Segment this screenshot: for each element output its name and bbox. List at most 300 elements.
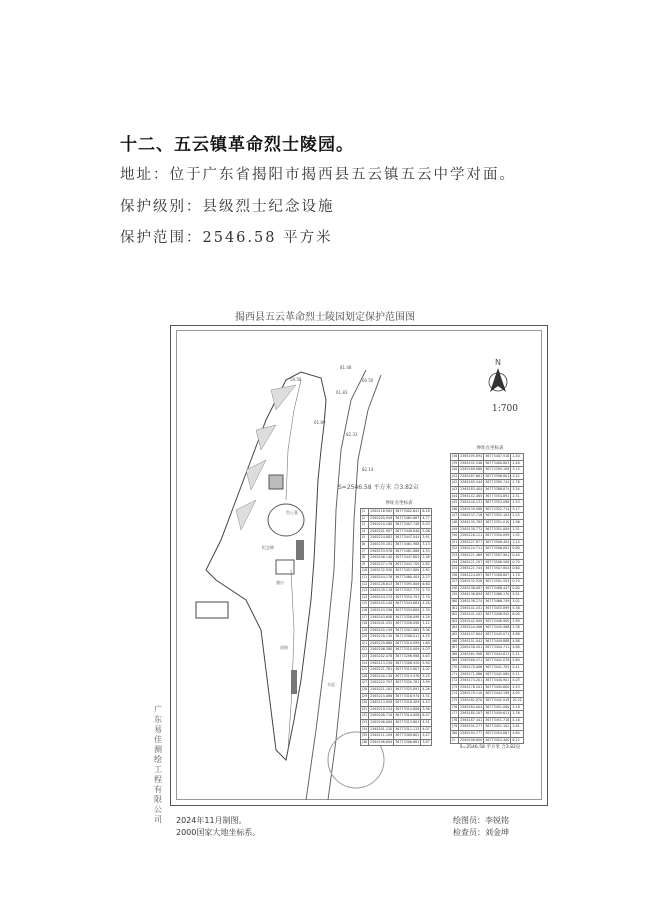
table-cell: J55 bbox=[451, 566, 459, 573]
table-cell: 2.70 bbox=[421, 594, 431, 601]
table-cell: 36773451.102 bbox=[484, 724, 511, 731]
table-cell: 2.40 bbox=[511, 460, 523, 467]
table-cell: J62 bbox=[451, 612, 459, 619]
table-cell: 2565241.532 bbox=[369, 621, 394, 628]
table-cell: 2.51 bbox=[511, 493, 523, 500]
coordinate-table-left bbox=[360, 500, 438, 746]
table-row bbox=[361, 726, 432, 733]
table-cell: 2565136.894 bbox=[459, 592, 484, 599]
table-cell: 5.47 bbox=[421, 733, 431, 740]
table-cell: 4.26 bbox=[421, 687, 431, 694]
table-row bbox=[361, 673, 432, 680]
table-cell: 36773310.099 bbox=[394, 640, 421, 647]
table-cell: 5.03 bbox=[421, 522, 431, 529]
map-scale: 1:700 bbox=[492, 404, 518, 414]
table-cell: 2565182.870 bbox=[459, 697, 484, 704]
table-cell: J36 bbox=[361, 739, 369, 746]
table-cell: 4.07 bbox=[421, 726, 431, 733]
footnote-coordinate-system: 2000国家大地坐标系。 bbox=[176, 828, 261, 837]
table-row bbox=[361, 660, 432, 667]
table-cell: 36773313.976 bbox=[394, 673, 421, 680]
table-cell: 36773308.011 bbox=[394, 634, 421, 641]
coordinate-table-left-grid bbox=[360, 508, 432, 746]
table-row bbox=[361, 594, 432, 601]
table-cell: 2565174.201 bbox=[459, 678, 484, 685]
table-cell: 2565124.711 bbox=[459, 546, 484, 553]
slope-hatch bbox=[236, 385, 296, 530]
table-cell: J12 bbox=[361, 581, 369, 588]
table-cell: 36773443.709 bbox=[394, 561, 421, 568]
table-cell: 5.11 bbox=[511, 671, 523, 678]
table-cell: 36773449.611 bbox=[484, 711, 511, 718]
table-row bbox=[361, 522, 432, 529]
table-cell: J63 bbox=[451, 618, 459, 625]
table-cell: 36773356.098 bbox=[394, 614, 421, 621]
table-cell: 4.77 bbox=[421, 515, 431, 522]
table-cell: 36773461.988 bbox=[394, 541, 421, 548]
table-cell: 4.03 bbox=[511, 678, 523, 685]
table-row bbox=[361, 515, 432, 522]
table-cell: J26 bbox=[361, 673, 369, 680]
table-cell: 2565206.009 bbox=[369, 720, 394, 727]
table-cell: J61 bbox=[451, 605, 459, 612]
table-cell: 36773506.802 bbox=[484, 546, 511, 553]
table-cell: J39 bbox=[451, 460, 459, 467]
elevation-7: 82.14 bbox=[362, 467, 374, 472]
table-row bbox=[361, 713, 432, 720]
table-cell: J16 bbox=[361, 607, 369, 614]
table-cell: 2565201.120 bbox=[369, 726, 394, 733]
table-cell: 36773314.806 bbox=[394, 706, 421, 713]
table-cell: J6 bbox=[361, 541, 369, 548]
cemetery-circle bbox=[268, 504, 304, 536]
table-cell: 3.06 bbox=[421, 627, 431, 634]
table-cell: J29 bbox=[361, 693, 369, 700]
table-cell: 4.31 bbox=[421, 693, 431, 700]
table-row bbox=[451, 697, 524, 704]
table-cell: 36773448.848 bbox=[394, 528, 421, 535]
table-cell: 36773451.718 bbox=[484, 717, 511, 724]
area-annotation: S=2546.58 平方米 合3.82亩 bbox=[338, 484, 419, 491]
table-row bbox=[361, 535, 432, 542]
table-cell: J47 bbox=[451, 513, 459, 520]
table-cell: 36773449.888 bbox=[484, 638, 511, 645]
table-cell: J44 bbox=[451, 493, 459, 500]
table-cell: 2.82 bbox=[421, 568, 431, 575]
table-cell: 36773350.099 bbox=[484, 533, 511, 540]
table-cell: 36773351.010 bbox=[484, 519, 511, 526]
table-cell: 2565121.297 bbox=[459, 559, 484, 566]
area-name-cement: 水泥 bbox=[327, 682, 335, 687]
table-cell: 2565168.471 bbox=[459, 658, 484, 665]
table-cell: 5.11 bbox=[511, 651, 523, 658]
table-cell: J74 bbox=[451, 691, 459, 698]
table-cell: 3.17 bbox=[511, 506, 523, 513]
table-row bbox=[451, 612, 524, 619]
table-row bbox=[451, 671, 524, 678]
table-cell: 1.14 bbox=[511, 539, 523, 546]
table-cell: J5 bbox=[361, 535, 369, 542]
table-cell: J78 bbox=[451, 717, 459, 724]
table-cell: 36773445.071 bbox=[484, 632, 511, 639]
section-heading: 十二、五云镇革命烈士陵园。 bbox=[120, 135, 354, 155]
table-cell: J18 bbox=[361, 621, 369, 628]
table-cell: J65 bbox=[451, 632, 459, 639]
table-cell: J77 bbox=[451, 711, 459, 718]
table-cell: J52 bbox=[451, 546, 459, 553]
table-cell: 4.55 bbox=[421, 548, 431, 555]
table-cell: 2565221.181 bbox=[369, 687, 394, 694]
table-cell: 36773441.705 bbox=[484, 665, 511, 672]
table-cell: J22 bbox=[361, 647, 369, 654]
table-cell: 36773448.900 bbox=[484, 618, 511, 625]
table-cell: J41 bbox=[451, 473, 459, 480]
table-cell: 1.92 bbox=[511, 533, 523, 540]
table-cell: 2565130.771 bbox=[459, 526, 484, 533]
table-cell: 36773306.920 bbox=[394, 660, 421, 667]
table-cell: 5.41 bbox=[511, 665, 523, 672]
table-cell: 2565246.140 bbox=[369, 555, 394, 562]
table-cell: 2565139.568 bbox=[459, 506, 484, 513]
table-row bbox=[361, 509, 432, 516]
table-cell: 2565171.086 bbox=[459, 671, 484, 678]
table-cell: 2565138.274 bbox=[459, 599, 484, 606]
table-row bbox=[451, 645, 524, 652]
table-cell: J51 bbox=[451, 539, 459, 546]
table-cell: 1.39 bbox=[421, 607, 431, 614]
table-cell: 36773353.098 bbox=[484, 500, 511, 507]
table-cell: 2565179.110 bbox=[459, 691, 484, 698]
table-row bbox=[451, 691, 524, 698]
table-cell: 4.88 bbox=[511, 632, 523, 639]
table-cell: 4.02 bbox=[421, 667, 431, 674]
table-cell: 2.46 bbox=[421, 555, 431, 562]
area-name-flagstage: 旗台 bbox=[276, 580, 284, 585]
table-row bbox=[361, 528, 432, 535]
table-row bbox=[361, 541, 432, 548]
table-cell: 2.40 bbox=[511, 454, 523, 461]
table-row bbox=[451, 665, 524, 672]
table-row bbox=[451, 519, 524, 526]
table-cell: 36773455.899 bbox=[484, 605, 511, 612]
table-cell: 2565240.130 bbox=[369, 673, 394, 680]
table-cell: 4.16 bbox=[511, 717, 523, 724]
table-cell: 36773454.300 bbox=[484, 737, 511, 744]
table-cell: 0.40 bbox=[511, 552, 523, 559]
table-cell: 36773444.711 bbox=[484, 645, 511, 652]
table-cell: J28 bbox=[361, 687, 369, 694]
table-footer-right: S=2546.58 平方米 合3.82亩 bbox=[459, 745, 521, 751]
table-row bbox=[451, 467, 524, 474]
table-cell: 2565224.882 bbox=[369, 535, 394, 542]
table-cell: 1.76 bbox=[511, 711, 523, 718]
table-row bbox=[451, 678, 524, 685]
table-cell: J59 bbox=[451, 592, 459, 599]
table-cell: 36773313.801 bbox=[394, 720, 421, 727]
table-cell: 2565196.809 bbox=[369, 739, 394, 746]
table-cell: J31 bbox=[361, 706, 369, 713]
table-cell: 36773481.886 bbox=[394, 548, 421, 555]
coordinate-table-right bbox=[450, 445, 530, 752]
table-row bbox=[451, 572, 524, 579]
table-cell: 10.22 bbox=[511, 697, 523, 704]
table-row bbox=[451, 704, 524, 711]
table-cell: 2565210.180 bbox=[369, 522, 394, 529]
table-cell: 2565237.176 bbox=[369, 561, 394, 568]
table-cell: 2565176.201 bbox=[459, 684, 484, 691]
table-cell: 2565232.930 bbox=[369, 568, 394, 575]
table-cell: 1.96 bbox=[511, 519, 523, 526]
table-cell: J80 bbox=[451, 730, 459, 737]
table-cell: J53 bbox=[451, 552, 459, 559]
table-cell: 36773316.970 bbox=[394, 693, 421, 700]
table-cell: 2565183.404 bbox=[459, 486, 484, 493]
table-cell: 2.81 bbox=[511, 724, 523, 731]
footnote-date: 2024年11月制图。 bbox=[176, 816, 247, 825]
table-cell: 2565184.004 bbox=[459, 704, 484, 711]
table-cell: 36773507.901 bbox=[484, 552, 511, 559]
elevation-3: 61.83 bbox=[336, 390, 348, 395]
table-cell: 2565253.976 bbox=[369, 548, 394, 555]
table-cell: 2.82 bbox=[421, 561, 431, 568]
table-cell: 36773343.664 bbox=[394, 601, 421, 608]
table-cell: 3.54 bbox=[511, 486, 523, 493]
table-cell: 3.56 bbox=[421, 706, 431, 713]
table-cell: 2565228.130 bbox=[369, 634, 394, 641]
table-cell: J24 bbox=[361, 660, 369, 667]
table-cell: 3.99 bbox=[421, 680, 431, 687]
drawer-signature: 绘图员：李锐铭 bbox=[453, 816, 509, 825]
table-row bbox=[361, 680, 432, 687]
table-cell: J54 bbox=[451, 559, 459, 566]
table-cell: 2565213.250 bbox=[369, 660, 394, 667]
table-cell: J1 bbox=[451, 737, 459, 744]
table-cell: J58 bbox=[451, 585, 459, 592]
table-cell: 36773447.804 bbox=[394, 555, 421, 562]
table-cell: 36773351.009 bbox=[484, 526, 511, 533]
table-cell: 2.23 bbox=[421, 574, 431, 581]
table-cell: 0.80 bbox=[511, 546, 523, 553]
table-row bbox=[361, 548, 432, 555]
table-row bbox=[361, 607, 432, 614]
table-cell: 36773309.601 bbox=[394, 733, 421, 740]
table-cell: 36773325.891 bbox=[394, 687, 421, 694]
table-cell: J67 bbox=[451, 645, 459, 652]
table-cell: 2.43 bbox=[511, 684, 523, 691]
table-row bbox=[451, 579, 524, 586]
table-cell: 36773395.806 bbox=[394, 581, 421, 588]
table-row bbox=[361, 627, 432, 634]
table-cell: 36773395.744 bbox=[484, 480, 511, 487]
walkway bbox=[286, 380, 301, 500]
table-cell: 36773320.781 bbox=[394, 680, 421, 687]
table-cell: 3.42 bbox=[511, 473, 523, 480]
table-title-left: 界址点坐标表 bbox=[385, 501, 413, 506]
elevation-5: 61.89 bbox=[314, 420, 326, 425]
table-cell: 36773448.942 bbox=[484, 612, 511, 619]
table-cell: J38 bbox=[451, 454, 459, 461]
table-cell: 0.70 bbox=[511, 559, 523, 566]
table-cell: 36773308.807 bbox=[484, 572, 511, 579]
table-cell: 36773447.044 bbox=[394, 535, 421, 542]
table-row bbox=[451, 651, 524, 658]
table-cell: 2565206.380 bbox=[369, 647, 394, 654]
table-cell: 2565124.097 bbox=[459, 572, 484, 579]
building bbox=[196, 602, 228, 618]
table-cell: 36773386.874 bbox=[484, 486, 511, 493]
table-cell: 36773296.988 bbox=[394, 654, 421, 661]
table-cell: 2565142.009 bbox=[459, 618, 484, 625]
table-row bbox=[361, 581, 432, 588]
table-row bbox=[451, 559, 524, 566]
table-cell: 2565229.860 bbox=[369, 640, 394, 647]
table-cell: 36773445.988 bbox=[484, 625, 511, 632]
table-cell: 2565136.087 bbox=[459, 585, 484, 592]
table-cell: J48 bbox=[451, 519, 459, 526]
table-cell: 1.70 bbox=[511, 572, 523, 579]
table-cell: 36773307.065 bbox=[394, 627, 421, 634]
table-row bbox=[361, 720, 432, 727]
table-cell: 2565208.710 bbox=[369, 713, 394, 720]
table-cell: 2565244.215 bbox=[369, 594, 394, 601]
table-cell: 3.38 bbox=[511, 625, 523, 632]
table-cell: 2565132.528 bbox=[459, 579, 484, 586]
table-row bbox=[361, 733, 432, 740]
protection-level-line: 保护级别：县级烈士纪念设施 bbox=[120, 199, 335, 215]
table-cell: 5.90 bbox=[421, 660, 431, 667]
north-arrow-icon bbox=[489, 368, 507, 392]
table-row bbox=[451, 539, 524, 546]
table-row bbox=[451, 493, 524, 500]
table-cell: J25 bbox=[361, 667, 369, 674]
table-cell: 36773443.811 bbox=[484, 651, 511, 658]
elevation-6: 82.33 bbox=[346, 432, 358, 437]
table-row bbox=[451, 533, 524, 540]
table-cell: 2565161.908 bbox=[459, 651, 484, 658]
table-cell: 36773457.889 bbox=[394, 568, 421, 575]
table-cell: 2565128.121 bbox=[459, 533, 484, 540]
table-cell: 2565202.076 bbox=[369, 654, 394, 661]
elevation-4: 60.50 bbox=[362, 378, 374, 383]
table-cell: 2565215.086 bbox=[369, 693, 394, 700]
table-cell: J30 bbox=[361, 700, 369, 707]
table-cell: J68 bbox=[451, 651, 459, 658]
table-row bbox=[361, 739, 432, 746]
table-cell: 2565196.809 bbox=[459, 737, 484, 744]
table-cell: 36773444.198 bbox=[484, 691, 511, 698]
table-cell: J14 bbox=[361, 594, 369, 601]
table-cell: 2565170.006 bbox=[459, 665, 484, 672]
table-cell: 6.22 bbox=[511, 737, 523, 744]
table-cell: 36773310.009 bbox=[394, 647, 421, 654]
table-cell: J66 bbox=[451, 638, 459, 645]
table-cell: 5.91 bbox=[511, 592, 523, 599]
table-cell: 36773314.006 bbox=[394, 713, 421, 720]
table-row bbox=[451, 486, 524, 493]
table-row bbox=[451, 473, 524, 480]
table-cell: J72 bbox=[451, 678, 459, 685]
table-row bbox=[361, 667, 432, 674]
table-row bbox=[451, 638, 524, 645]
table-cell: J50 bbox=[451, 533, 459, 540]
table-cell: 4.63 bbox=[421, 654, 431, 661]
table-cell: 3.02 bbox=[511, 599, 523, 606]
table-cell: 2565144.906 bbox=[459, 625, 484, 632]
table-cell: 36773451.080 bbox=[484, 704, 511, 711]
table-cell: 0.60 bbox=[511, 566, 523, 573]
table-cell: 2565201.907 bbox=[369, 528, 394, 535]
area-name-road: 道路 bbox=[280, 645, 288, 650]
table-cell: J79 bbox=[451, 724, 459, 731]
table-cell: J40 bbox=[451, 467, 459, 474]
table-cell: J56 bbox=[451, 572, 459, 579]
table-cell: 6.18 bbox=[421, 509, 431, 516]
table-cell: 36773354.891 bbox=[484, 493, 511, 500]
table-cell: 2565142.485 bbox=[459, 493, 484, 500]
table-cell: 4.43 bbox=[421, 700, 431, 707]
table-row bbox=[451, 737, 524, 744]
table-cell: 1.60 bbox=[421, 640, 431, 647]
table-row bbox=[361, 706, 432, 713]
table-cell: 36773356.098 bbox=[394, 621, 421, 628]
table-row bbox=[451, 454, 524, 461]
table-cell: 36773506.404 bbox=[484, 539, 511, 546]
table-cell: 36773398.801 bbox=[484, 473, 511, 480]
table-row bbox=[451, 592, 524, 599]
dark-block-1 bbox=[296, 540, 304, 560]
table-cell: 2565213.059 bbox=[369, 700, 394, 707]
table-cell: 2565228.813 bbox=[369, 581, 394, 588]
table-cell: 5.06 bbox=[421, 528, 431, 535]
table-cell: J7 bbox=[361, 548, 369, 555]
table-cell: 2565185.207 bbox=[459, 711, 484, 718]
table-cell: 36773465.887 bbox=[394, 515, 421, 522]
table-row bbox=[361, 693, 432, 700]
address-line: 地址：位于广东省揭阳市揭西县五云镇五云中学对面。 bbox=[120, 167, 516, 183]
table-row bbox=[451, 717, 524, 724]
table-cell: 36773352.714 bbox=[484, 506, 511, 513]
table-cell: J8 bbox=[361, 555, 369, 562]
table-cell: 1.12 bbox=[421, 621, 431, 628]
table-row bbox=[361, 654, 432, 661]
table-cell: 2565221.761 bbox=[369, 667, 394, 674]
table-cell: J15 bbox=[361, 601, 369, 608]
table-cell: 36773407.748 bbox=[394, 522, 421, 529]
table-cell: 2565195.894 bbox=[459, 454, 484, 461]
table-row bbox=[451, 480, 524, 487]
table-row bbox=[361, 555, 432, 562]
table-cell: 2565141.102 bbox=[459, 612, 484, 619]
table-cell: J1 bbox=[361, 509, 369, 516]
table-cell: 36773402.641 bbox=[394, 509, 421, 516]
table-cell: 2565244.176 bbox=[369, 574, 394, 581]
table-cell: 2565194.777 bbox=[459, 730, 484, 737]
table-cell: 36773507.804 bbox=[484, 566, 511, 573]
table-row bbox=[361, 647, 432, 654]
table-row bbox=[451, 506, 524, 513]
table-cell: 36773315.807 bbox=[394, 667, 421, 674]
table-row bbox=[451, 711, 524, 718]
table-cell: 36773399.108 bbox=[484, 467, 511, 474]
table-row bbox=[361, 700, 432, 707]
table-cell: J19 bbox=[361, 627, 369, 634]
table-cell: 2565135.783 bbox=[459, 519, 484, 526]
table-cell: 4.88 bbox=[511, 638, 523, 645]
table-cell: 2.25 bbox=[511, 513, 523, 520]
table-cell: 4.05 bbox=[511, 691, 523, 698]
table-cell: 36773400.803 bbox=[484, 460, 511, 467]
table-cell: J45 bbox=[451, 500, 459, 507]
